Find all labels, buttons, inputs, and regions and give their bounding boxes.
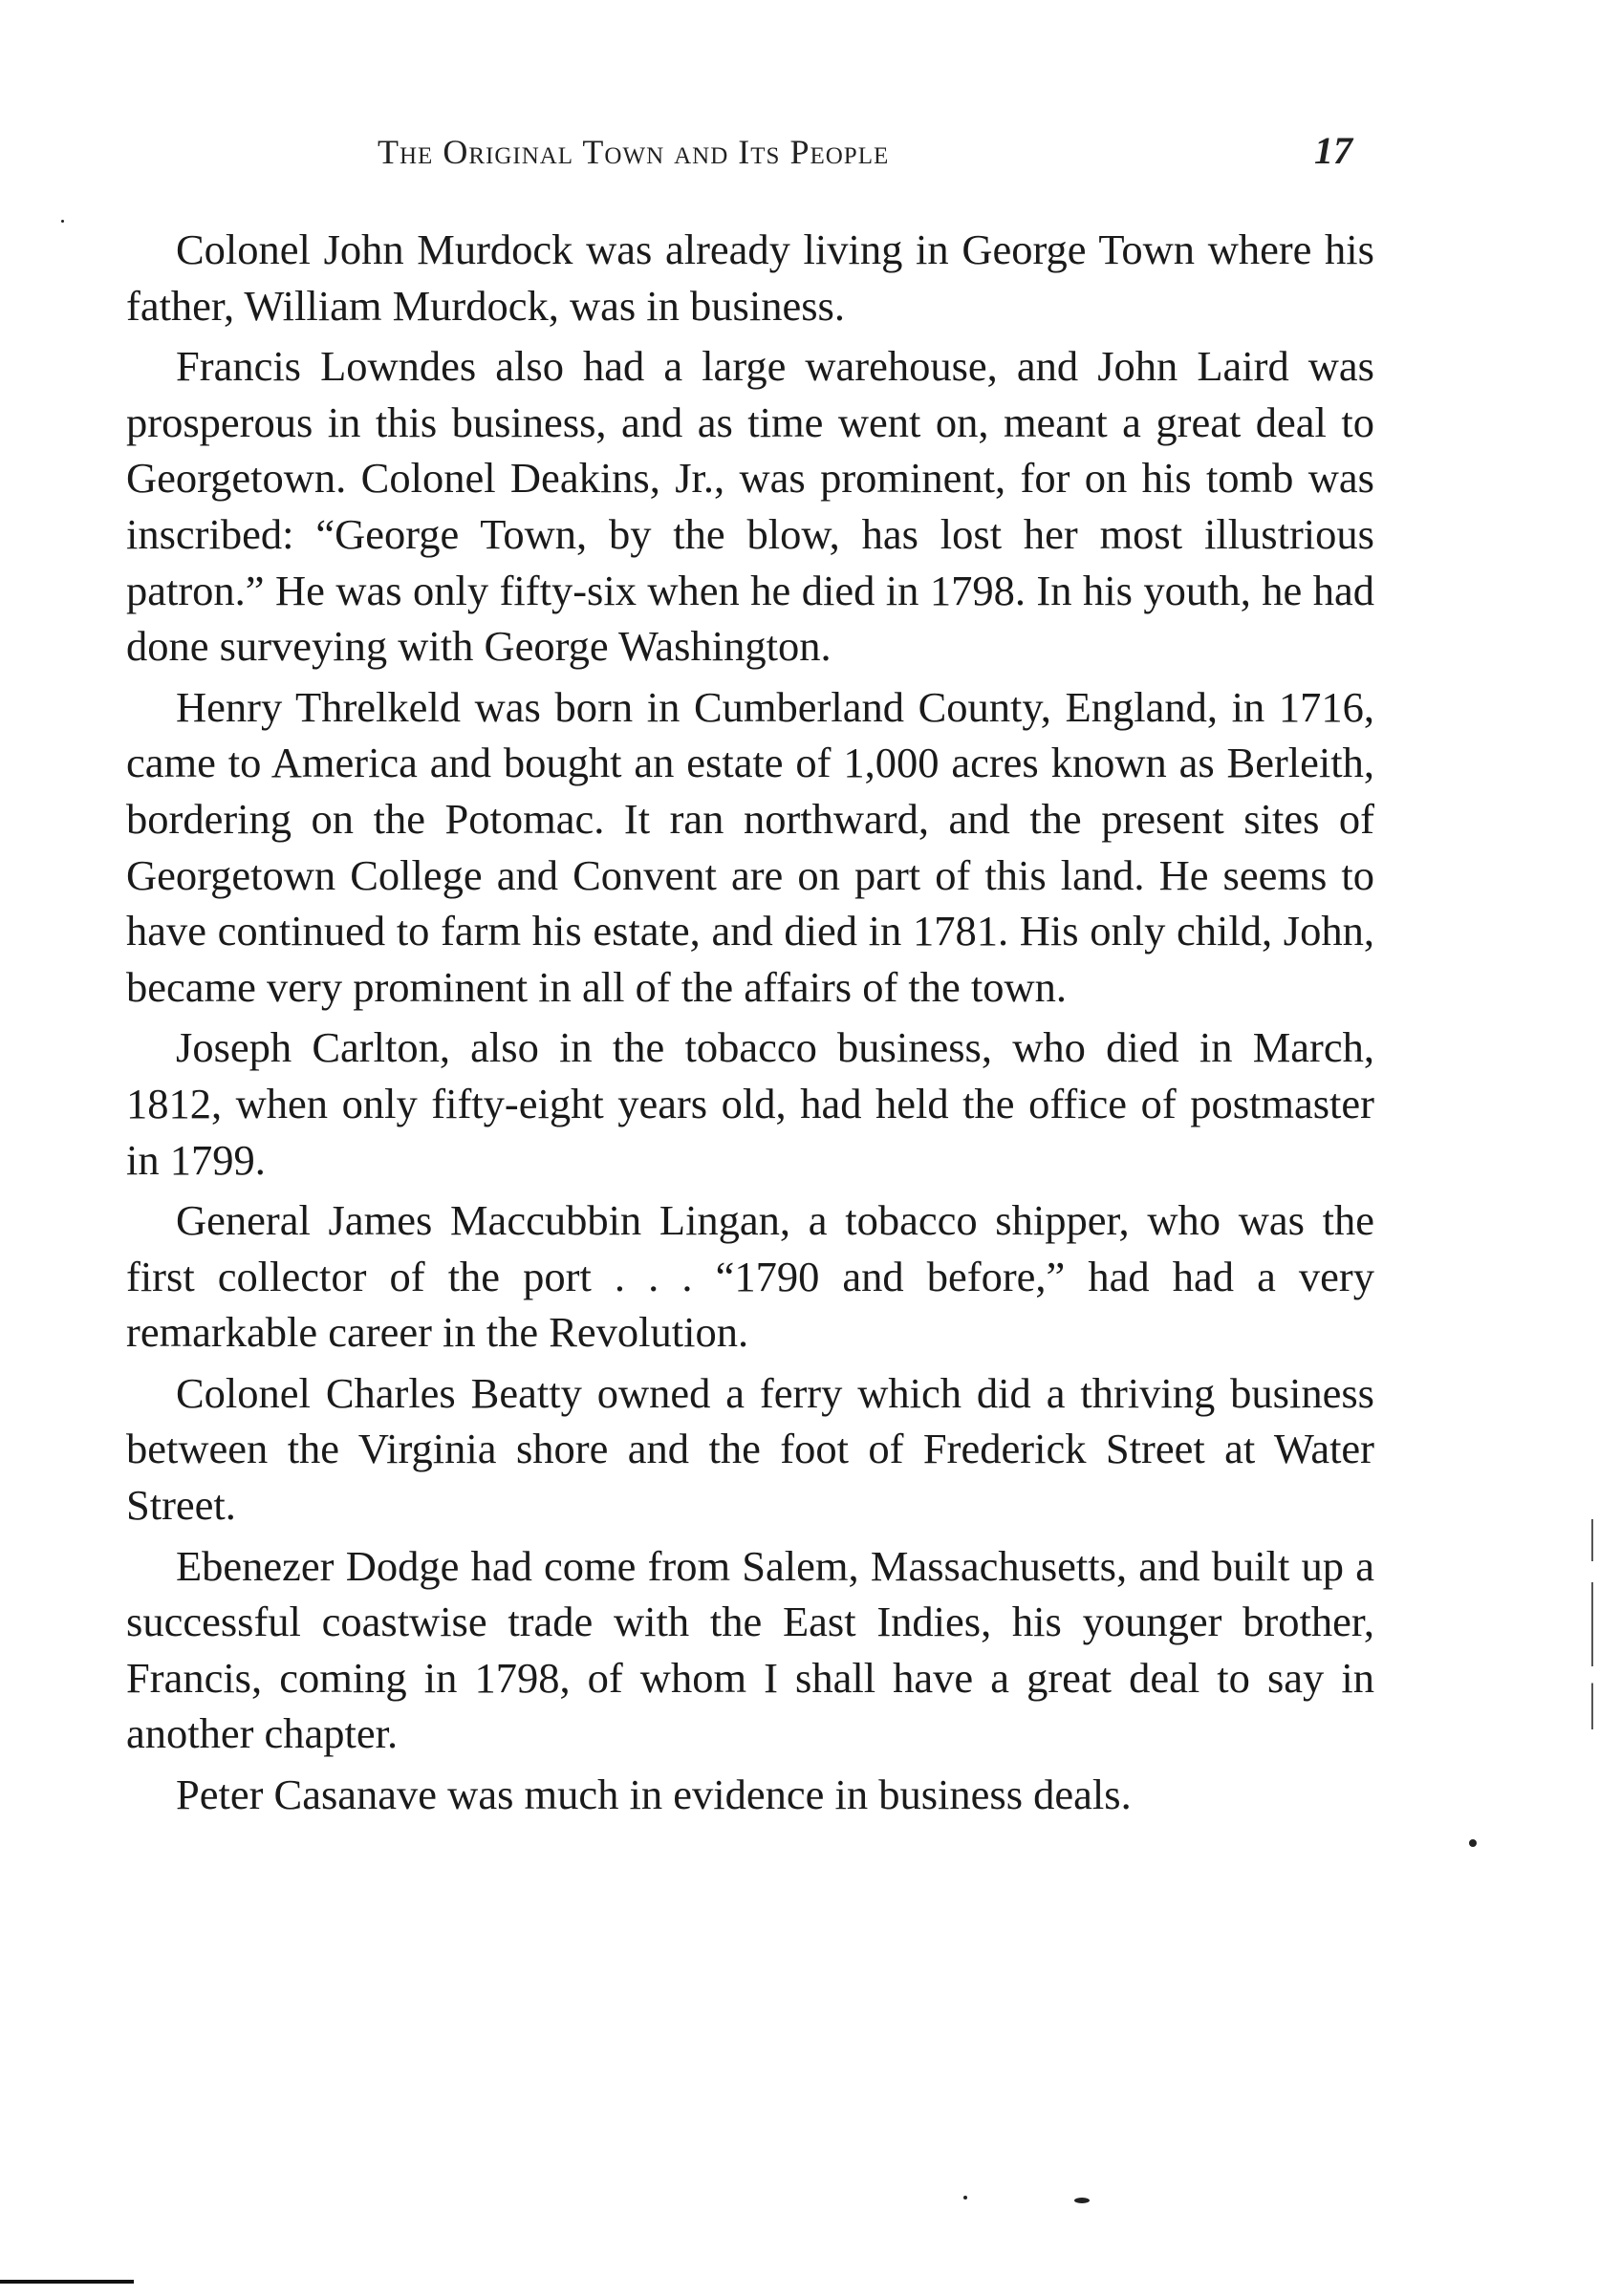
paragraph-lingan: General James Maccubbin Lingan, a tobacco shipper, who was the first collector of the port . . . “1790 and before,” had had a very remarkable career in the Revolution. [126,1196,1374,1357]
paragraph-dodge: Ebenezer Dodge had come from Salem, Massachusetts, and built up a successful coastwise trade with the East Indies, his younger brother, Francis, coming in 1798, of whom I shall have a great deal to say in another chapter. [126,1541,1374,1758]
paragraph-beatty: Colonel Charles Beatty owned a ferry which did a thriving business between the Virginia shore and the foot of Frederick Street at Water Street. [126,1368,1374,1530]
paragraph-threlkeld: Henry Threlkeld was born in Cumberland County, England, in 1716, came to America and bought an estate of 1,000 acres known as Berleith, bordering on the Potomac. It ran northward, and the present sites of Georgetown College and Convent are on part of this land. He seems to have continued to farm his estate, and died in 1781. His only child, John, became very prominent in all of the affairs of the town. [126,682,1374,1011]
scan-edge-mark [1591,1519,1593,1729]
paragraph-casanave: Peter Casanave was much in evidence in business deals. [176,1770,1132,1819]
scan-edge-rule [0,2280,134,2284]
running-head: The Original Town and Its People [378,133,890,171]
page-number: 17 [1314,129,1352,172]
paragraph-murdock: Colonel John Murdock was already living in George Town where his father, William Murdock, was in business. [126,225,1374,330]
scan-speck [963,2196,967,2199]
paragraph-carlton: Joseph Carlton, also in the tobacco business, who died in March, 1812, when only fifty-eight years old, had held the office of postmaster in 1799. [126,1023,1374,1184]
body-text [126,222,1374,1828]
scan-speck [1469,1839,1477,1847]
scan-speck [61,220,64,223]
scan-speck [1074,2198,1090,2203]
paragraph-lowndes: Francis Lowndes also had a large warehouse, and John Laird was prosperous in this business, and as time went on, meant a great deal to Georgetown. Colonel Deakins, Jr., was prominent, for on his tomb was inscribed: “George Town, by the blow, has lost her most illustrious patron.” He was only fifty-six when he died in 1798. In his youth, he had done surveying with George Washington. [126,342,1374,671]
